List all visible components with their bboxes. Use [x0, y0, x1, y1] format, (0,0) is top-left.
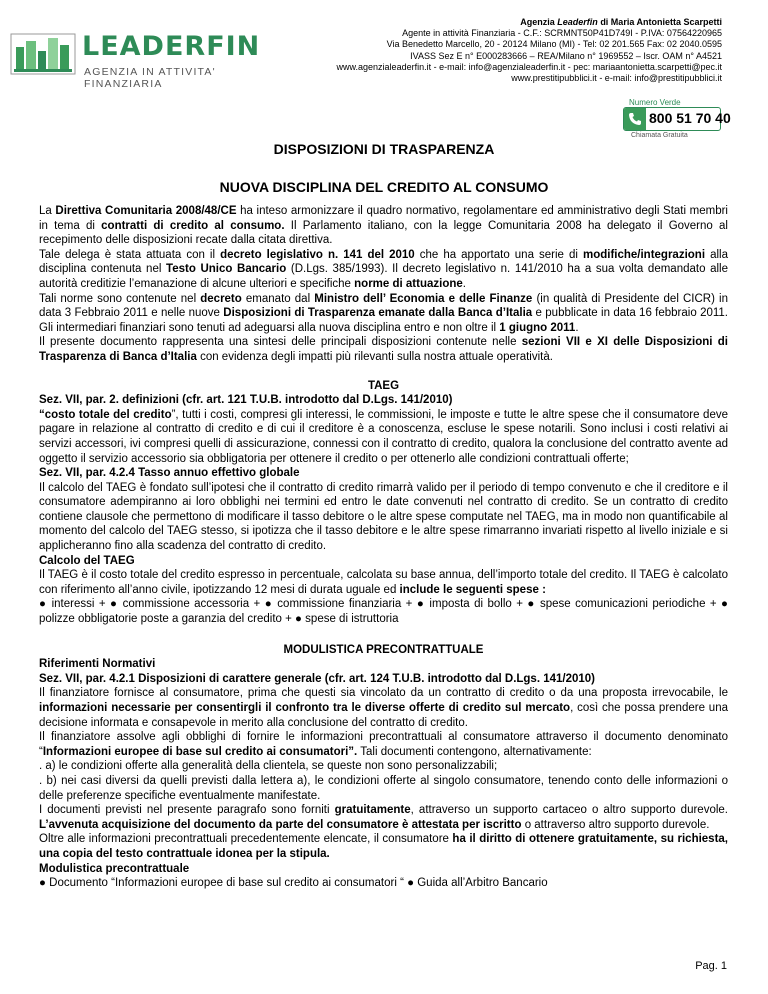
modulistica-heading: MODULISTICA PRECONTRATTUALE	[283, 643, 484, 656]
toll-free-label: Numero Verde	[629, 98, 681, 107]
modulistica-subheading-2: Sez. VII, par. 4.2.1 Disposizioni di carattere generale (cfr. art. 124 T.U.B. introdotto dal D.Lgs. 141/2010)	[39, 672, 596, 685]
taeg-subheading-2: Sez. VII, par. 4.2.4 Tasso annuo effettivo globale	[39, 467, 300, 480]
toll-free-box	[623, 107, 731, 131]
taeg-cost-list: ● interessi + ● commissione accessoria + ● commissione finanziaria + ● imposta di bollo + ● spese comunicazioni periodiche + ● polizze obbligatorie poste a garanzia del credito + ● spese di istruttoria	[39, 598, 728, 626]
modulistica-paragraph-1: Il finanziatore fornisce al consumatore, prima che questi sia vincolato da un contratto di credito o da una proposta irrevocabile, le informazioni necessarie per consentirgli il confronto tra le diverse offerte di credito sul mercato, così che possa prendere una decisione informata e consapevole in merito alla conclusione del contratto di credito.	[39, 687, 728, 729]
toll-free-badge	[623, 98, 731, 139]
document-subtitle: NUOVA DISCIPLINA DEL CREDITO AL CONSUMO	[219, 179, 549, 195]
agency-web2-line: www.prestitipubblici.it - e-mail: info@prestitipubblici.it	[511, 73, 722, 84]
buildings-logo-icon	[10, 33, 76, 75]
logo-wordmark: LEADERFIN	[82, 31, 261, 62]
document-title: DISPOSIZIONI DI TRASPARENZA	[273, 141, 495, 157]
taeg-heading: TAEG	[367, 379, 400, 392]
intro-paragraph-1: La Direttiva Comunitaria 2008/48/CE ha inteso armonizzare il quadro normativo, regolamentare ed amministrativo degli Stati membri in tema di contratti di credito al consumo. Il Parlamento italiano, con la legge Comunitaria 2008 ha delegato il Governo al recepimento delle disposizioni recate dalla citata direttiva.	[39, 205, 728, 247]
modulistica-document-list: ● Documento “Informazioni europee di base sul credito ai consumatori “ ● Guida all’Arbitro Bancario	[39, 877, 548, 890]
toll-free-note: Chiamata Gratuita	[631, 132, 688, 139]
document-body	[39, 204, 728, 891]
modulistica-subheading-3: Modulistica precontrattuale	[39, 862, 190, 875]
agency-address-line: Via Benedetto Marcello, 20 - 20124 Milano (MI) - Tel: 02 201.565 Fax: 02 2040.0595	[386, 39, 722, 50]
leaderfin-logo	[10, 31, 270, 90]
agency-fiscal-line: Agente in attività Finanziaria - C.F.: SCRMNT50P41D749I - P.IVA: 07564220965	[402, 28, 722, 39]
agency-name-line: Agenzia Leaderfin di Maria Antonietta Scarpetti	[520, 17, 722, 27]
taeg-paragraph-3: Il TAEG è il costo totale del credito espresso in percentuale, calcolata su base annua, dell’importo totale del credito. Il TAEG è calcolato con riferimento all’anno civile, ipotizzando 12 mesi di durata uguale ed include le seguenti spese :	[39, 569, 728, 596]
page-number: Pag. 1	[695, 960, 727, 972]
taeg-subheading-1: Sez. VII, par. 2. definizioni (cfr. art. 121 T.U.B. introdotto dal D.Lgs. 141/2010)	[39, 394, 453, 407]
modulistica-paragraph-2: Il finanziatore assolve agli obblighi di fornire le informazioni precontrattuali al consumatore attraverso il documento denominato “Informazioni europee di base sul credito ai consumatori”. Tali documenti contengono, alternativamente:	[39, 731, 728, 758]
modulistica-item-a: . a) le condizioni offerte alla generalità della clientela, se queste non sono personalizzabili;	[39, 760, 498, 773]
intro-paragraph-4: Il presente documento rappresenta una sintesi delle principali disposizioni contenute nelle sezioni VII e XI delle Disposizioni di Trasparenza di Banca d’Italia con evidenza degli impatti più rilevanti sulla nostra attuale operatività.	[39, 336, 728, 363]
agency-registry-line: IVASS Sez E n° E000283666 – REA/Milano n° 1969552 – Iscr. OAM n° A4521	[410, 50, 722, 61]
taeg-paragraph-2: Il calcolo del TAEG è fondato sull’ipotesi che il contratto di credito rimarrà valido per il periodo di tempo convenuto e che il creditore e il consumatore adempiranno ai loro obblighi nei termini ed entro le date convenuti nel contratto di credito. Se un contratto di credito contiene clausole che permettono di modificare il tasso debitore o le altre spese computate nel TAEG, ma in modo non quantificabile al momento del calcolo del TAEG stesso, si ipotizza che il tasso debitore e le altre spese rimarranno invariati rispetto al livello iniziale e si applicheranno fino alla scadenza del contratto di credito.	[39, 481, 728, 553]
agency-web-line: www.agenzialeaderfin.it - e-mail: info@agenzialeaderfin.it - pec: mariaantonietta.scarpetti@pec.it	[336, 61, 722, 72]
intro-paragraph-2: Tale delega è stata attuata con il decreto legislativo n. 141 del 2010 che ha apportato una serie di modifiche/integrazioni alla disciplina contenuta nel Testo Unico Bancario (D.Lgs. 385/1993). Il decreto legislativo n. 141/2010 ha a sua volta demandato alle autorità creditizie l’emanazione di alcune ulteriori e specifiche norme di attuazione.	[39, 248, 728, 290]
logo-tagline: AGENZIA IN ATTIVITA' FINANZIARIA	[84, 66, 216, 90]
taeg-subheading-3: Calcolo del TAEG	[39, 554, 135, 567]
modulistica-paragraph-4: Oltre alle informazioni precontrattuali precedentemente elencate, il consumatore ha il diritto di ottenere gratuitamente, su richiesta, una copia del testo contrattuale idonea per la stipula.	[39, 833, 729, 860]
taeg-paragraph-1: “costo totale del credito”, tutti i costi, compresi gli interessi, le commissioni, le imposte e tutte le altre spese che il consumatore deve pagare in relazione al contratto di credito e di cui il creditore è a conoscenza, escluse le spese notarili. Sono inclusi i costi relativi ai servizi accessori, ivi compresi quelli di assicurazione, connessi con il contratto di credito, qualora la conclusione del contratto avente ad oggetto il servizio accessorio sia obbligatoria per ottenere il credito o per ottenerlo alle condizioni contrattuali offerte;	[39, 408, 728, 465]
phone-icon	[624, 108, 646, 130]
modulistica-item-b: . b) nei casi diversi da quelli previsti dalla lettera a), le condizioni offerte al singolo consumatore, tenendo conto delle informazioni o delle preferenze specifiche eventualmente manifestate.	[39, 774, 728, 802]
modulistica-paragraph-3: I documenti previsti nel presente paragrafo sono forniti gratuitamente, attraverso un supporto cartaceo o altro supporto durevole. L’avvenuta acquisizione del documento da parte del consumatore è attestata per iscritto o attraverso altro supporto durevole.	[39, 804, 728, 831]
toll-free-number: 800 51 70 40	[649, 110, 731, 126]
modulistica-subheading-1: Riferimenti Normativi	[39, 658, 156, 671]
agency-brand: Leaderfin	[557, 17, 598, 27]
agency-info	[242, 17, 722, 84]
intro-paragraph-3: Tali norme sono contenute nel decreto emanato dal Ministro dell’ Economia e delle Finanze (in qualità di Presidente del CICR) in data 3 Febbraio 2011 e nelle nuove Disposizioni di Trasparenza emanate dalla Banca d’Italia e pubblicate in data 16 febbraio 2011. Gli intermediari finanziari sono tenuti ad adeguarsi alla nuova disciplina entro e non oltre il 1 giugno 2011.	[39, 292, 728, 334]
